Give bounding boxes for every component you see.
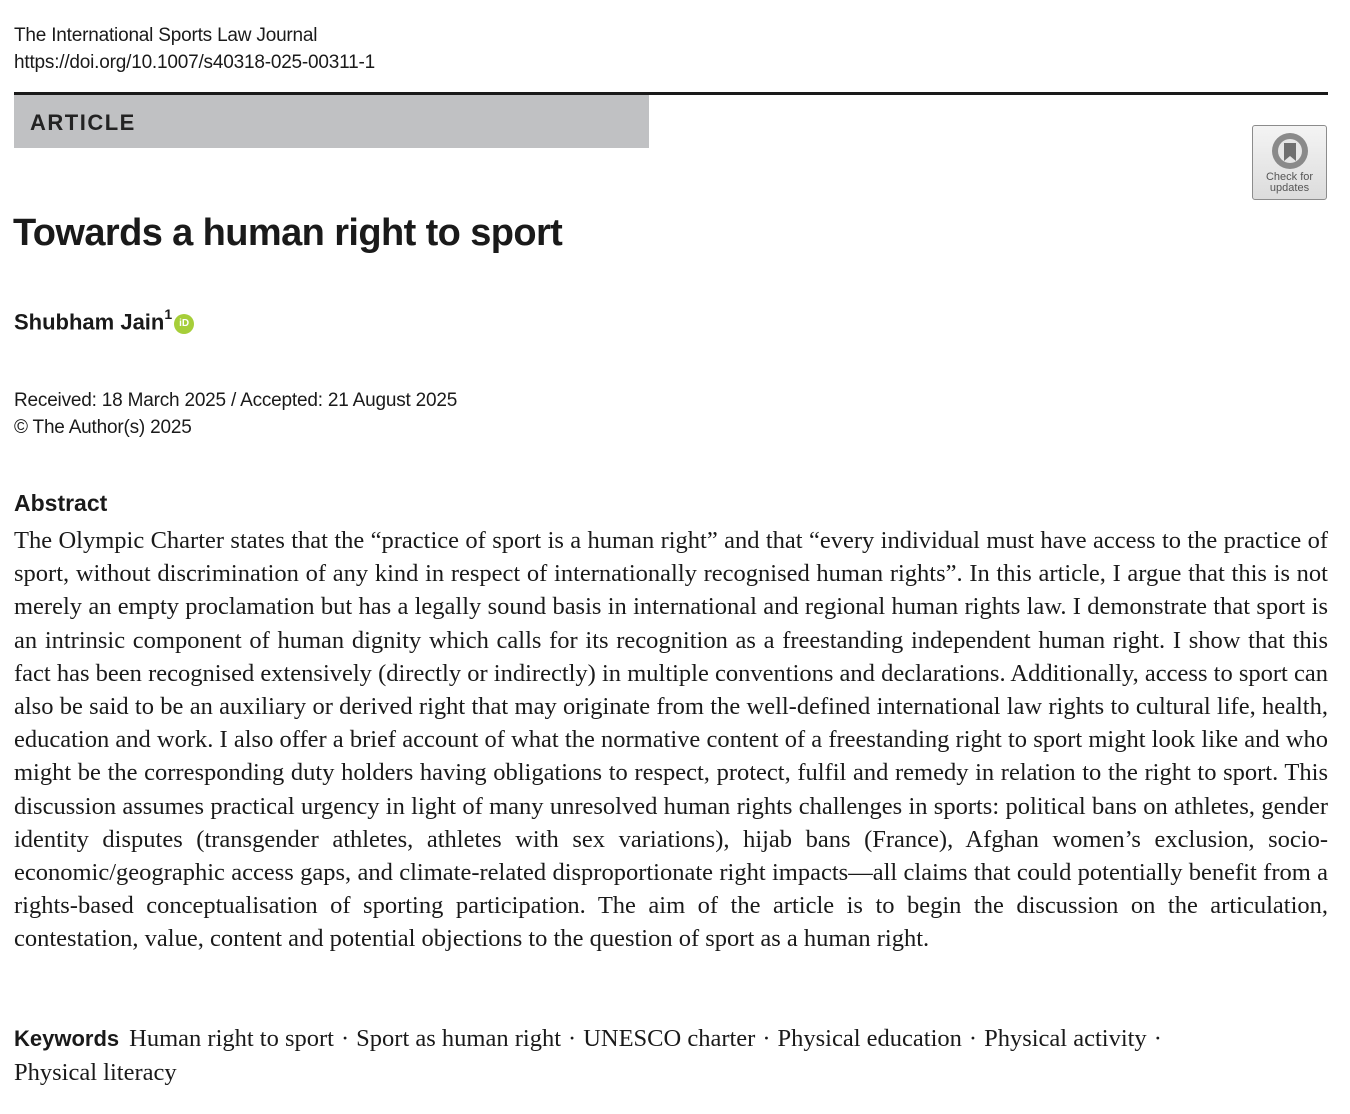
keywords-section bbox=[14, 1022, 1328, 1090]
article-type-label: ARTICLE bbox=[30, 110, 136, 135]
keyword-item: Physical activity bbox=[984, 1025, 1147, 1052]
doi-link[interactable]: https://doi.org/10.1007/s40318-025-00311-1 bbox=[14, 52, 375, 73]
keyword-item: Sport as human right bbox=[356, 1025, 562, 1052]
keyword-separator: · bbox=[762, 1025, 771, 1052]
keyword-separator: · bbox=[968, 1025, 978, 1052]
copyright-notice: © The Author(s) 2025 bbox=[14, 417, 192, 438]
check-updates-icon bbox=[1270, 131, 1310, 171]
article-type-band bbox=[14, 95, 649, 148]
keyword-separator: · bbox=[341, 1025, 350, 1052]
abstract-heading: Abstract bbox=[14, 490, 108, 516]
author-name[interactable]: Shubham Jain bbox=[14, 309, 165, 335]
received-accepted-dates: Received: 18 March 2025 / Accepted: 21 August 2025 bbox=[14, 390, 458, 411]
keyword-item: Human right to sport bbox=[129, 1025, 334, 1052]
keyword-separator: · bbox=[1153, 1025, 1162, 1052]
keywords-label: Keywords bbox=[14, 1026, 120, 1051]
keyword-separator: · bbox=[568, 1025, 577, 1052]
journal-name: The International Sports Law Journal bbox=[14, 25, 318, 46]
keyword-item: Physical literacy bbox=[14, 1059, 177, 1086]
affiliation-mark: 1 bbox=[164, 306, 173, 322]
keyword-item: UNESCO charter bbox=[583, 1025, 756, 1052]
abstract-body: The Olympic Charter states that the “practice of sport is a human right” and that “every individual must have access to the practice of sport, without discrimination of any kind in respect of internationally recognised human rights”. In this article, I argue that this is not merely an empty proclamation but has a legally sound basis in international and regional human rights law. I demonstrate that sport is an intrinsic component of human dignity which calls for its recognition as a freestanding independent human right. I show that this fact has been recognised extensively (directly or indirectly) in multiple conventions and declarations. Additionally, access to sport can also be said to be an auxiliary or derived right that may originate from the well-defined international law rights to cultural life, health, education and work. I also offer a brief account of what the normative content of a freestanding right to sport might look like and who might be the corresponding duty holders having obligations to respect, protect, fulfil and remedy in relation to the right to sport. This discussion assumes practical urgency in light of many unresolved human rights challenges in sports: political bans on athletes, gender identity disputes (transgender athletes, athletes with sex variations), hijab bans (France), Afghan women’s exclusion, socio-economic/geographic access gaps, and climate-related disproportionate right impacts—all claims that could potentially benefit from a rights-based conceptualisation of sporting participation. The aim of the article is to begin the discussion on the articulation, contestation, value, content and potential objections to the question of sport as a human right. bbox=[14, 527, 1328, 953]
article-title: Towards a human right to sport bbox=[13, 212, 563, 254]
author-line bbox=[14, 308, 194, 335]
check-updates-line2: updates bbox=[1269, 182, 1310, 194]
check-for-updates-button[interactable] bbox=[1252, 125, 1327, 200]
check-updates-text bbox=[1253, 172, 1326, 194]
publication-info bbox=[14, 387, 457, 441]
orcid-icon[interactable]: iD bbox=[174, 314, 194, 334]
journal-header bbox=[14, 22, 375, 76]
keyword-item: Physical education bbox=[777, 1025, 962, 1052]
check-updates-line1: Check for bbox=[1265, 171, 1314, 183]
